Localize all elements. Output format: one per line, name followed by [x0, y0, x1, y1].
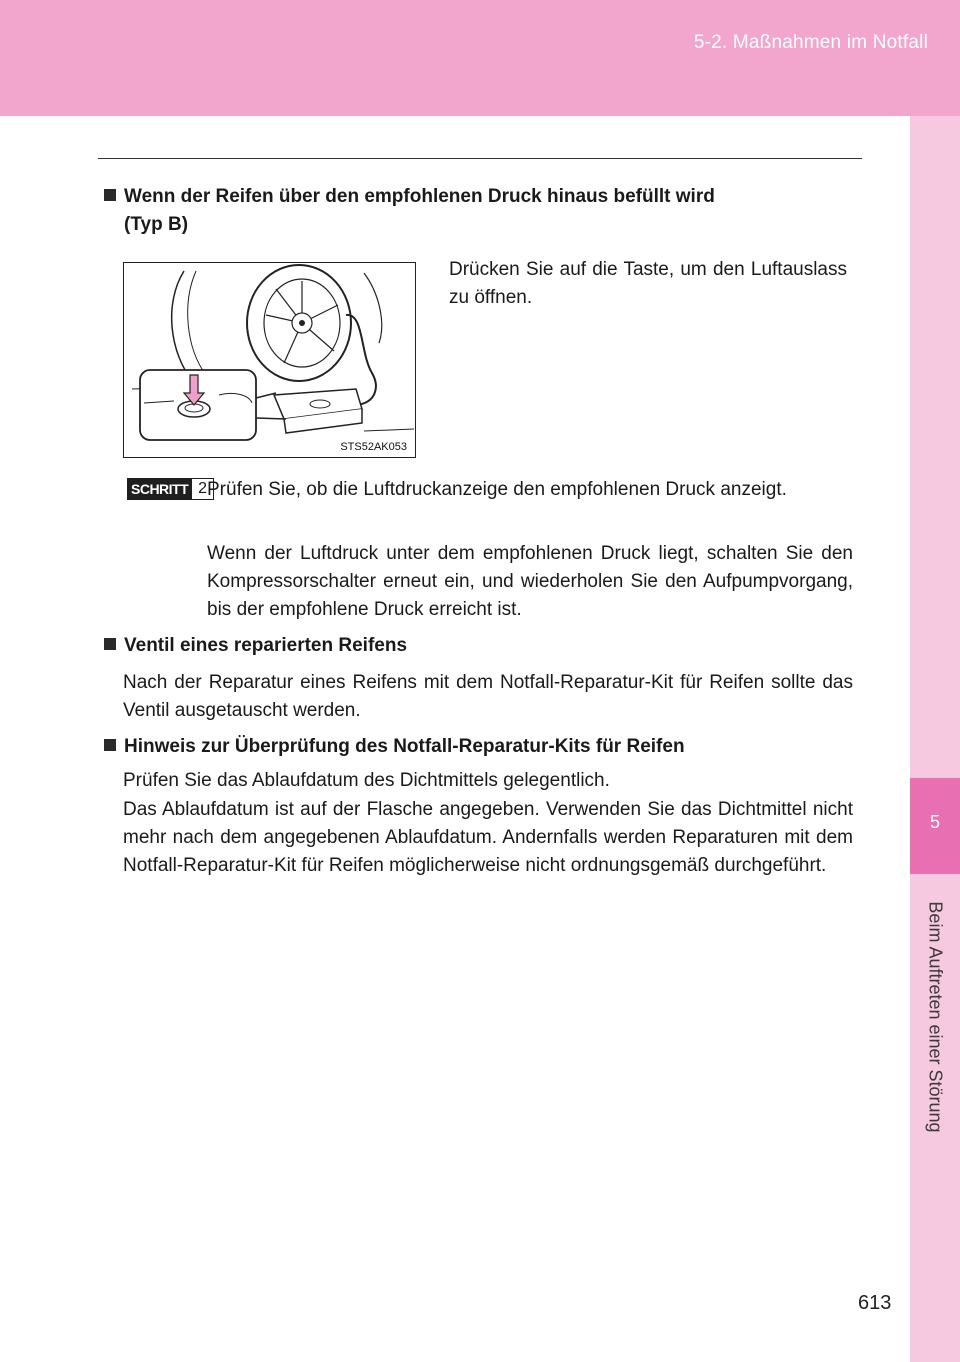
chapter-title: Beim Auftreten einer Störung: [925, 901, 946, 1133]
page-number: 613: [858, 1292, 892, 1314]
square-bullet-icon: [104, 638, 116, 650]
check-text-1: Prüfen Sie das Ablaufdatum des Dichtmittels gelegentlich.: [123, 770, 610, 791]
square-bullet-icon: [104, 739, 116, 751]
valve-text: Nach der Reparatur eines Reifens mit dem Notfall-Reparatur-Kit für Reifen sollte das Ventil ausgetauscht werden.: [123, 672, 853, 721]
illustration-compressor: [123, 262, 416, 458]
step-1-text: Drücken Sie auf die Taste, um den Luftauslass zu öffnen.: [449, 259, 847, 308]
page-header: [0, 0, 960, 116]
square-bullet-icon: [104, 189, 116, 201]
figure-code: STS52AK053: [340, 441, 407, 453]
side-tab: [910, 116, 960, 1362]
step-2-note: Wenn der Luftdruck unter dem empfohlenen Druck liegt, schalten Sie den Kompressorschalter erneut ein, und wiederholen Sie den Aufpumpvorgang, bis der empfohlene Druck erreicht ist.: [207, 543, 853, 620]
section-heading-valve: Ventil eines reparierten Reifens: [104, 632, 844, 660]
section-heading-kit-check: Hinweis zur Überprüfung des Notfall-Reparatur-Kits für Reifen: [104, 733, 844, 761]
chapter-number: 5: [929, 812, 940, 832]
step-2-text: Prüfen Sie, ob die Luftdruckanzeige den empfohlenen Druck anzeigt.: [207, 479, 787, 500]
section-heading-overinflated: Wenn der Reifen über den empfohlenen Druck hinaus befüllt wird (Typ B): [104, 183, 844, 239]
section-title: 5-2. Maßnahmen im Notfall: [693, 32, 928, 53]
step-badge-2: SCHRITT 2: [127, 478, 214, 500]
compressor-illustration-icon: [124, 263, 415, 457]
chapter-box: [910, 778, 960, 874]
check-text-2: Das Ablaufdatum ist auf der Flasche angegeben. Verwenden Sie das Dichtmittel nicht mehr nach dem angegebenen Ablaufdatum. Andernfalls werden Reparaturen mit dem Notfall-Reparatur-Kit für Reifen möglicherweise nicht ordnungsgemäß durchgeführt.: [123, 799, 853, 876]
header-rule: [98, 158, 862, 159]
